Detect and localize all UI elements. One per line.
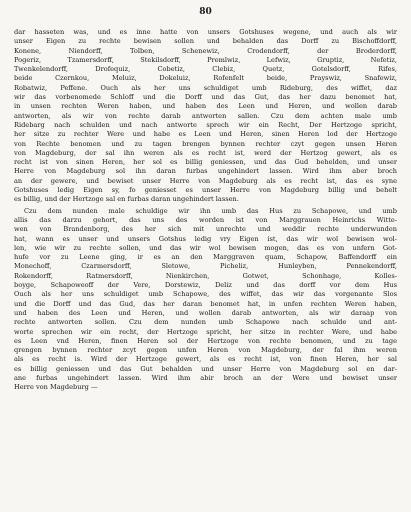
text-line: Twenkelendorff, Drofequiz, Cobetiz, Clebiz, Quetz, Gotelsdorff, Rifes, bbox=[14, 65, 397, 74]
text-line: Gotshuses ledig Eigen sy, fo geniesset es unser Herre von Magdeburg billig und behelt bbox=[14, 186, 397, 195]
text-line: boyge, Schapoweoff der Vere, Dorstewiz, Deliz und das dorff vor dem Hus bbox=[14, 281, 397, 290]
text-line: hufe vor zu Leene ging, ir es an den Marggraven quam, Schapow, Baffendorff ein bbox=[14, 253, 397, 262]
text-line: Rokendorff, Ratmersdorff, Nienkirchen, Gotwet, Schonhage, Kolles- bbox=[14, 271, 397, 280]
paragraph bbox=[14, 207, 397, 393]
text-line: es billig, und der Hertzoge sal en furbas daran ungehindert lassen. bbox=[14, 195, 239, 204]
text-line: Monechoff, Czarmersdorff, Sletowe, Picheliz, Hunleyben, Pennekendorff, bbox=[14, 262, 397, 271]
text-line: worte sprechen wir ein recht, der Hertzoge spricht, her sitze in rechter Were, und habe bbox=[14, 327, 397, 336]
body-text bbox=[14, 28, 397, 393]
text-line: recht ist von sinen Heren, her sol es billig geniessen, und das Gud behelden, und unser bbox=[14, 158, 397, 167]
text-line: Czu dem nunden male schuldige wir ihn umb das Hus zu Schapowe, und umb bbox=[24, 206, 397, 215]
page-number: 80 bbox=[199, 7, 212, 17]
text-line: len, wie wir zu rechte sollen, und das wir wol bewisen mogen, das es von unfern Got- bbox=[14, 243, 397, 252]
text-line: her sitze zu rechter Were und habe es Leen und Heren, sinen Heren lod der Hertzoge bbox=[14, 130, 397, 139]
text-line: Robatwiz, Peffene. Ouch als her uns schuldiget umb Rideburg, des wiffet, daz bbox=[14, 83, 397, 92]
text-line: Ouch als her uns schuldiget umb Schapowe, des wiffet, das wir das vorgenante Slos bbox=[14, 290, 397, 299]
text-line: Konene, Niendorff, Tolben, Schenewiz, Crodendorff, der Broderdorff, bbox=[14, 46, 397, 55]
text-line: von Magdeburg, der sal ihn weren als es recht ist, werd der Hertzog gewert, als es bbox=[14, 148, 397, 157]
text-line: unser Eigen zu rechte bewisen sollen und behalden das Dorff zu Bischoffdorff, bbox=[14, 37, 397, 46]
text-line: antworten, als wir von rechte darab antworten sallen. Czu dem achten male umb bbox=[14, 111, 397, 120]
text-line: wen von Brandenborg, des her sich mit unrechte und weddir rechte underwunden bbox=[14, 225, 397, 234]
text-line: es billig geniessen und das Gut behalden und unser Herre von Magdeburg sol en dar- bbox=[14, 364, 397, 373]
text-line: ane furbas ungehindert lassen. Wird ihm abir broch an der Were und bewiset unser bbox=[14, 373, 397, 382]
paragraph bbox=[14, 28, 397, 205]
text-line: allis das darzu gehort, das uns des worden ist von Marggrauen Heinrichs Witte- bbox=[14, 215, 397, 224]
text-line: Herre von Magdeburg — bbox=[14, 383, 98, 392]
text-line: Pogeriz, Tzamersdorff, Stekilsdorff, Premlwiz, Lefwiz, Gruptiz, Nefetiz, bbox=[14, 55, 397, 64]
text-line: hat, wann es unser und unsers Gotshus ledig vry Eigen ist, das wir wol bewisen wol- bbox=[14, 234, 397, 243]
text-line: beide Czernkou, Meluiz, Dokeluiz, Rofenfelt beide, Prayswiz, Snafewiz, bbox=[14, 74, 397, 83]
text-line: wir das vorbenomede Schloff und die Dorff und das Gut, das her dazu benomet hat, bbox=[14, 93, 397, 102]
text-line: in unsen rechten Weren haben, und haben des Leen und Heren, und wollen darab bbox=[14, 102, 397, 111]
text-line: dar hasseten was, und es inne hatte von unsers Gotshuses wegene, und auch als wir bbox=[14, 28, 397, 36]
text-line: Herre von Magdeburg sol ihn daran furbas ungehindert lassen. Wird ihm aber broch bbox=[14, 167, 397, 176]
text-line: es Leen vnd Heren, finen Heren sol der Hertzoge von rechte benomen, und zu tage bbox=[14, 336, 397, 345]
text-line: und haben des Leen und Heren, und wollen darab antworten, als wir daraap von bbox=[14, 308, 397, 317]
text-line: von Rechte benomen und zu tagen brengen bynnen rechter czyt gegen unsen Heren bbox=[14, 139, 397, 148]
text-line: an der gewere, und bewiset unser Herre von Magdeburg als es recht ist, das es syne bbox=[14, 176, 397, 185]
text-line: Ridebarg nach schulden und nach antworte sprech wir ein Recht, Der Hertzoge spricht, bbox=[14, 120, 397, 129]
text-line: rechte antworten sollen. Czu dem nunden umb Schapowe nach schulde und ant- bbox=[14, 318, 397, 327]
text-line: als es recht is. Wird der Hertzoge gewert, als es recht ist, von finen Heren, her sal bbox=[14, 355, 397, 364]
text-line: qrengen bynnen rechter zcyt gegen unfen Heren von Magdeburg, der fal ihm weren bbox=[14, 346, 397, 355]
text-line: und die Dorff und das Gud, das her daran benomet hat, in unfen rechten Weren haben, bbox=[14, 299, 397, 308]
